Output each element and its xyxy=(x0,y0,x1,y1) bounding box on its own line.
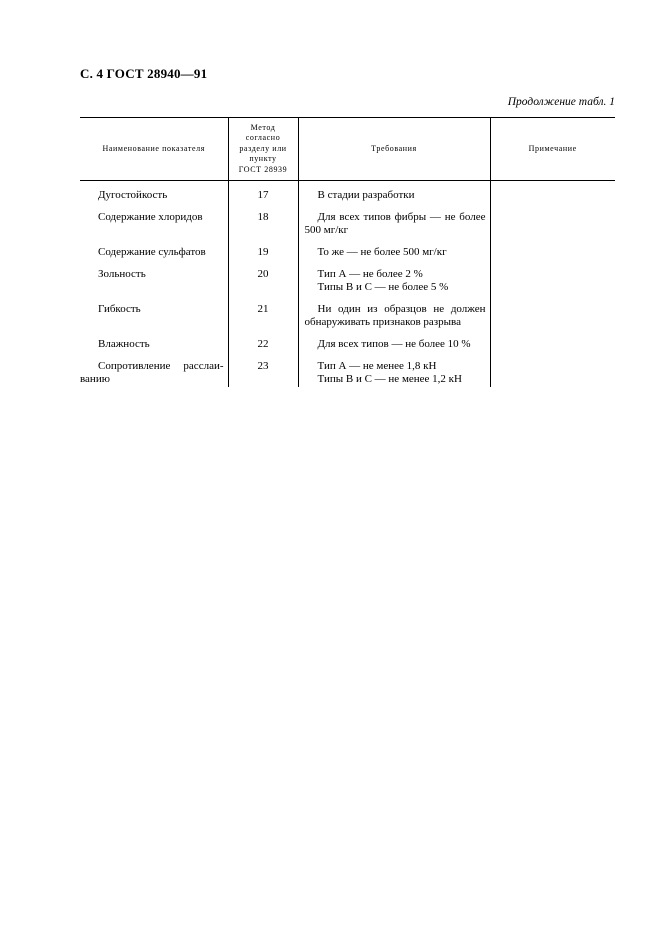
requirement-text: 500 мг/кг xyxy=(304,224,349,236)
method-number: 19 xyxy=(228,246,298,268)
requirement-text: Для всех типов — не более 10 % xyxy=(317,338,471,350)
method-header-line: согласно xyxy=(245,133,281,143)
note-cell xyxy=(490,303,615,338)
note-cell xyxy=(490,360,615,387)
column-header-note: Примечание xyxy=(490,118,615,181)
column-header-indicator: Наименование показателя xyxy=(80,118,228,181)
indicator-name-line: ванию xyxy=(80,373,110,385)
requirement-text: обнаруживать признаков разрыва xyxy=(304,316,461,328)
table-row xyxy=(80,211,615,246)
note-cell xyxy=(490,181,615,212)
method-number: 20 xyxy=(228,268,298,303)
indicator-name-line: Сопротивление расслаи- xyxy=(98,360,224,372)
indicator-name: Содержание хлоридов xyxy=(98,211,203,223)
table-row xyxy=(80,338,615,360)
indicator-name: Гибкость xyxy=(98,303,141,315)
table-row xyxy=(80,268,615,303)
indicator-name: Дугостойкость xyxy=(98,189,168,201)
indicator-name: Зольность xyxy=(98,268,146,280)
requirement-text: Тип А — не более 2 % xyxy=(317,268,423,280)
table-continuation-label: Продолжение табл. 1 xyxy=(507,96,615,108)
method-number: 23 xyxy=(228,360,298,387)
requirement-text: Тип А — не менее 1,8 кН xyxy=(317,360,437,372)
method-header-line: ГОСТ 28939 xyxy=(238,164,288,174)
requirement-text: Типы В и С — не менее 1,2 кН xyxy=(317,373,462,385)
column-header-requirements: Требования xyxy=(298,118,490,181)
column-header-method xyxy=(228,118,298,181)
table-header-row xyxy=(80,118,615,181)
indicator-name xyxy=(80,360,228,387)
requirement-cell xyxy=(298,181,490,212)
note-cell xyxy=(490,211,615,246)
note-cell xyxy=(490,338,615,360)
method-header-line: разделу или xyxy=(239,143,287,153)
requirement-cell xyxy=(298,360,490,387)
table-row xyxy=(80,246,615,268)
table-row xyxy=(80,181,615,212)
method-number: 17 xyxy=(228,181,298,212)
page-header: С. 4 ГОСТ 28940—91 xyxy=(80,66,208,81)
requirement-cell xyxy=(298,303,490,338)
note-cell xyxy=(490,246,615,268)
requirement-cell xyxy=(298,211,490,246)
requirements-table xyxy=(80,117,615,387)
requirement-cell xyxy=(298,268,490,303)
method-header-line: пункту xyxy=(249,154,277,164)
requirements-table-wrapper xyxy=(80,117,615,387)
method-header-line: Метод xyxy=(250,122,276,132)
method-number: 21 xyxy=(228,303,298,338)
table-row xyxy=(80,303,615,338)
table-row xyxy=(80,360,615,387)
requirement-text: То же — не более 500 мг/кг xyxy=(317,246,447,258)
method-number: 22 xyxy=(228,338,298,360)
requirement-text: Ни один из образцов не должен xyxy=(317,303,486,315)
requirement-text: В стадии разработки xyxy=(317,189,415,201)
indicator-name: Содержание сульфатов xyxy=(98,246,206,258)
requirement-text: Для всех типов фибры — не более xyxy=(317,211,486,223)
method-number: 18 xyxy=(228,211,298,246)
requirement-text: Типы В и С — не более 5 % xyxy=(317,281,449,293)
requirement-cell xyxy=(298,246,490,268)
requirement-cell xyxy=(298,338,490,360)
indicator-name: Влажность xyxy=(98,338,150,350)
note-cell xyxy=(490,268,615,303)
